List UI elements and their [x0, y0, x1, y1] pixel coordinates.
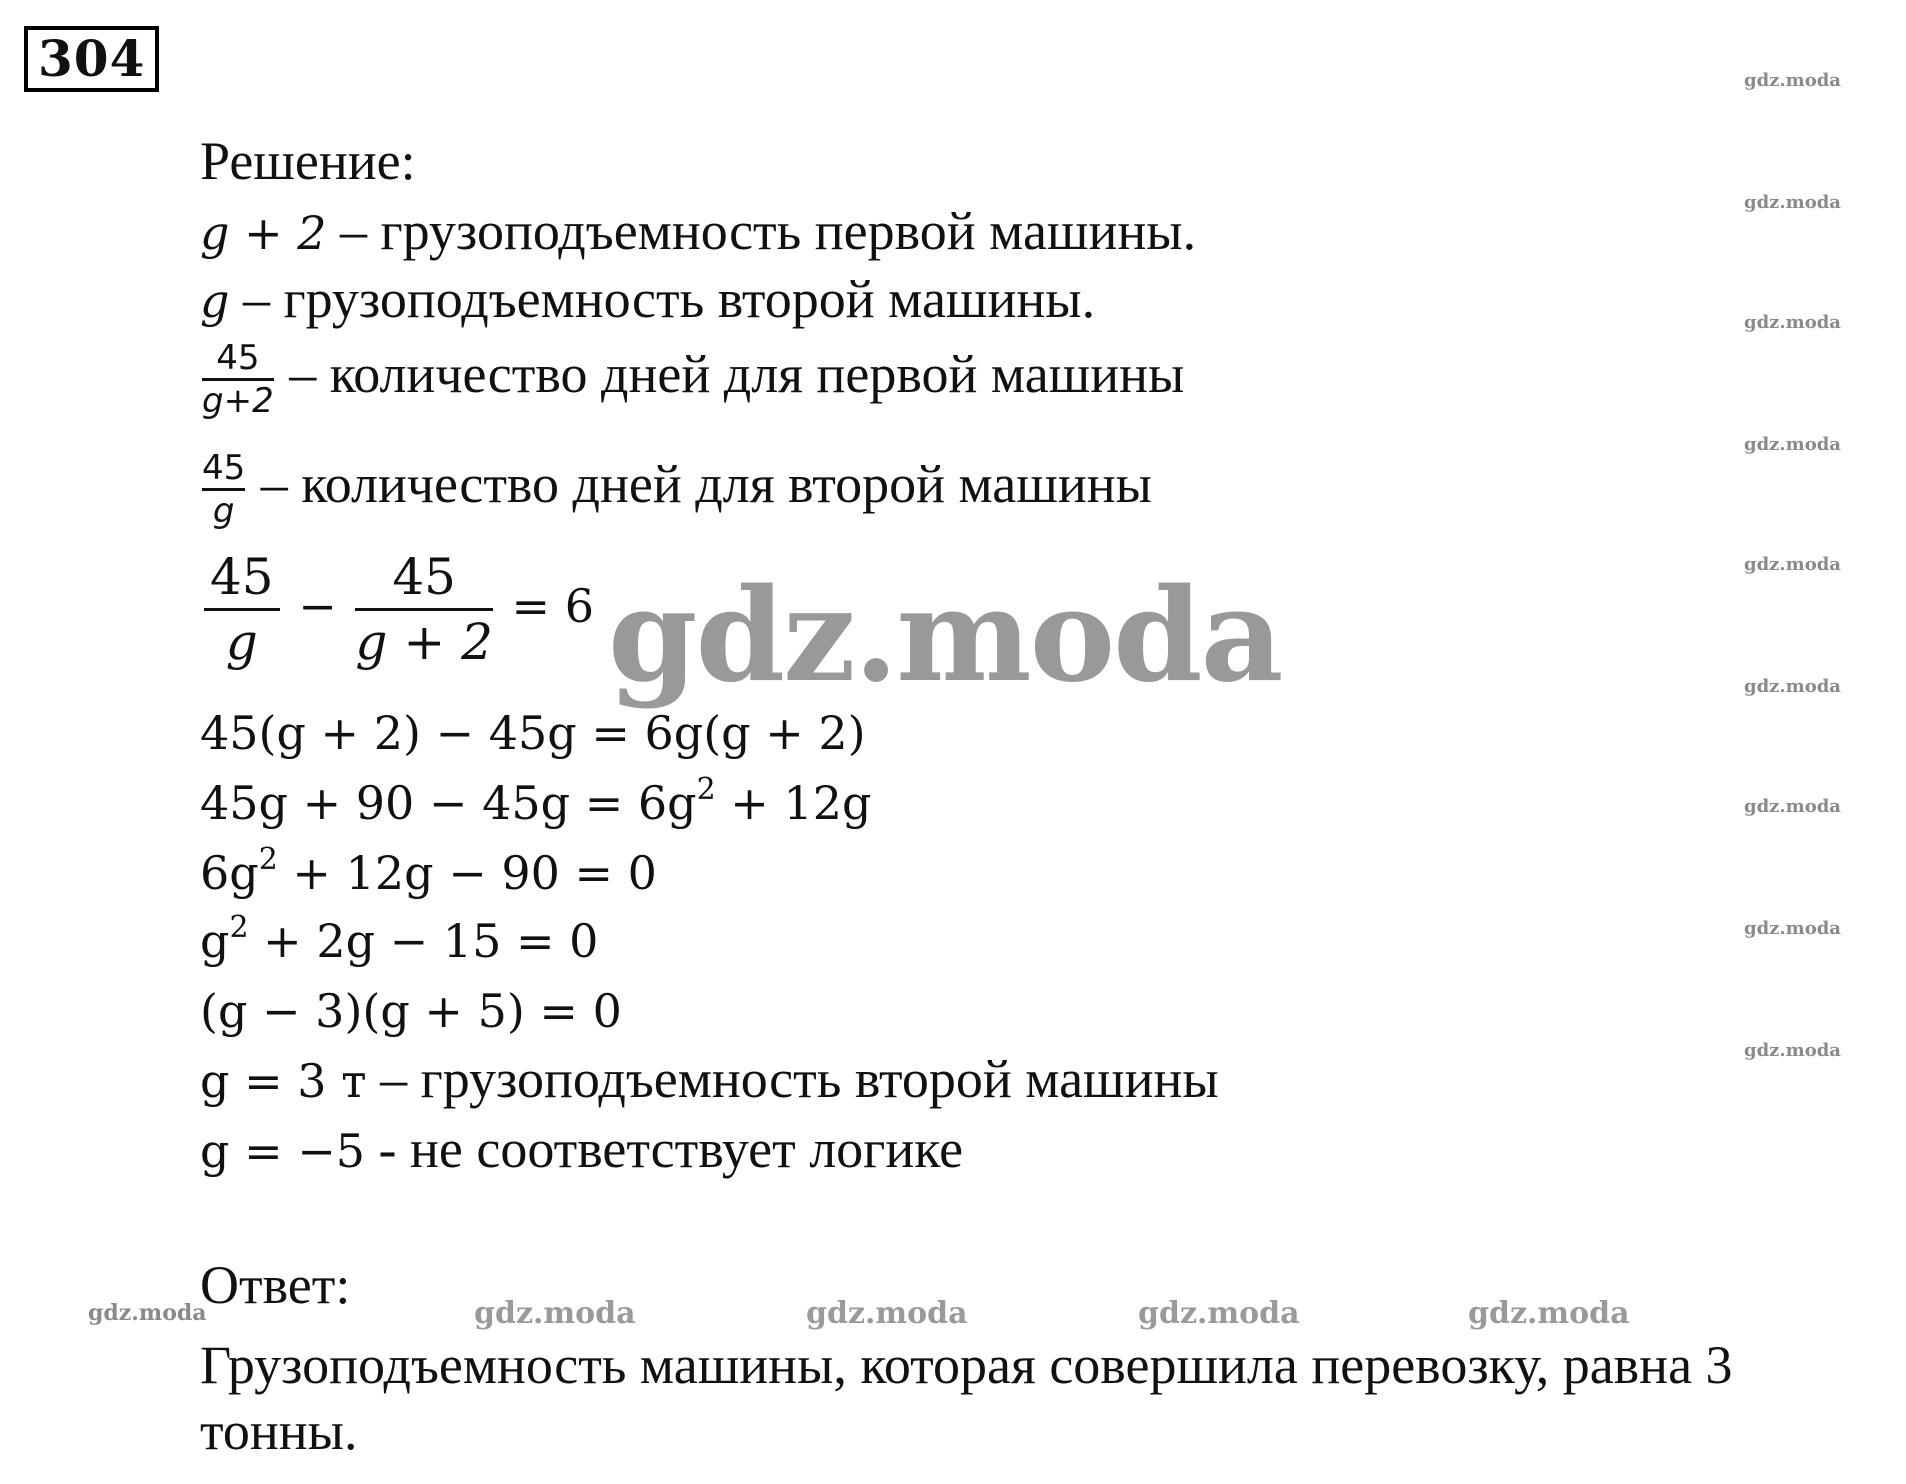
- fraction-numerator: 45: [202, 448, 245, 491]
- watermark-small: gdz.moda: [1744, 1040, 1841, 1061]
- fraction-45-over-g: [200, 546, 284, 673]
- line-text: - не соответствует логике: [365, 1119, 964, 1179]
- fraction-numerator: 45: [355, 546, 493, 611]
- solution-line-2: [200, 268, 1095, 332]
- watermark-small: gdz.moda: [1744, 192, 1841, 213]
- math-expression: (g − 3)(g + 5) = 0: [200, 984, 622, 1038]
- equation-4: [200, 840, 657, 904]
- watermark-medium: gdz.moda: [474, 1296, 636, 1331]
- math-expression: g + 2: [200, 206, 327, 260]
- equation-1: [200, 546, 594, 673]
- solution-line-4: [200, 448, 1152, 531]
- fraction-days-first: [200, 338, 276, 421]
- answer-heading: Ответ:: [200, 1255, 351, 1315]
- math-variable: g: [200, 274, 230, 328]
- watermark-medium: gdz.moda: [1138, 1296, 1300, 1331]
- watermark-small: gdz.moda: [1744, 312, 1841, 333]
- watermark-medium: gdz.moda: [1468, 1296, 1630, 1331]
- line-text: – количество дней для первой машины: [275, 343, 1185, 404]
- fraction-days-second: [200, 448, 247, 531]
- watermark-small: gdz.moda: [1744, 796, 1841, 817]
- watermark-small: gdz.moda: [88, 1300, 207, 1326]
- root-2: [200, 1118, 963, 1182]
- solution-heading: Решение:: [200, 131, 416, 191]
- fraction-denominator: g+2: [202, 381, 274, 421]
- watermark-large: gdz.moda: [608, 561, 1282, 711]
- equation-rhs: = 6: [496, 578, 594, 633]
- line-text: – грузоподъемность первой машины.: [326, 201, 1197, 261]
- watermark-small: gdz.moda: [1744, 70, 1841, 91]
- fraction-denominator: g: [225, 613, 258, 671]
- watermark-small: gdz.moda: [1744, 918, 1841, 939]
- math-expression: g = −5: [200, 1124, 366, 1178]
- fraction-numerator: 45: [202, 338, 274, 381]
- watermark-small: gdz.moda: [1744, 434, 1841, 455]
- fraction-numerator: 45: [204, 546, 280, 611]
- watermark-small: gdz.moda: [1744, 676, 1841, 697]
- problem-number: 304: [24, 26, 159, 92]
- watermark-small: gdz.moda: [1744, 554, 1841, 575]
- minus-sign: −: [283, 578, 352, 633]
- fraction-denominator: g + 2: [355, 613, 493, 671]
- line-text: – количество дней для второй машины: [247, 453, 1152, 514]
- math-expression: $6g^2 + 12g - 90 = 0$: [200, 841, 657, 900]
- solution-line-3: [200, 338, 1184, 421]
- equation-3: [200, 770, 871, 834]
- line-text: – грузоподъемность второй машины: [366, 1049, 1219, 1109]
- fraction-45-over-g-plus-2: [351, 546, 497, 673]
- fraction-denominator: g: [212, 491, 235, 531]
- answer-line-1: Грузоподъемность машины, которая совершила перевозку, равна 3: [200, 1335, 1733, 1395]
- root-1: [200, 1048, 1219, 1112]
- equation-5: [200, 908, 598, 972]
- solution-line-1: [200, 200, 1196, 264]
- line-text: – грузоподъемность второй машины.: [229, 269, 1096, 329]
- equation-6: [200, 978, 622, 1042]
- math-expression: $g^2 + 2g - 15 = 0$: [200, 909, 599, 968]
- math-expression: g = 3 т: [200, 1054, 367, 1108]
- math-expression: 45(g + 2) − 45g = 6g(g + 2): [200, 706, 866, 760]
- math-expression: $45g + 90 - 45g = 6g^2 + 12g$: [200, 771, 872, 830]
- watermark-medium: gdz.moda: [806, 1296, 968, 1331]
- answer-line-2: тонны.: [200, 1401, 358, 1461]
